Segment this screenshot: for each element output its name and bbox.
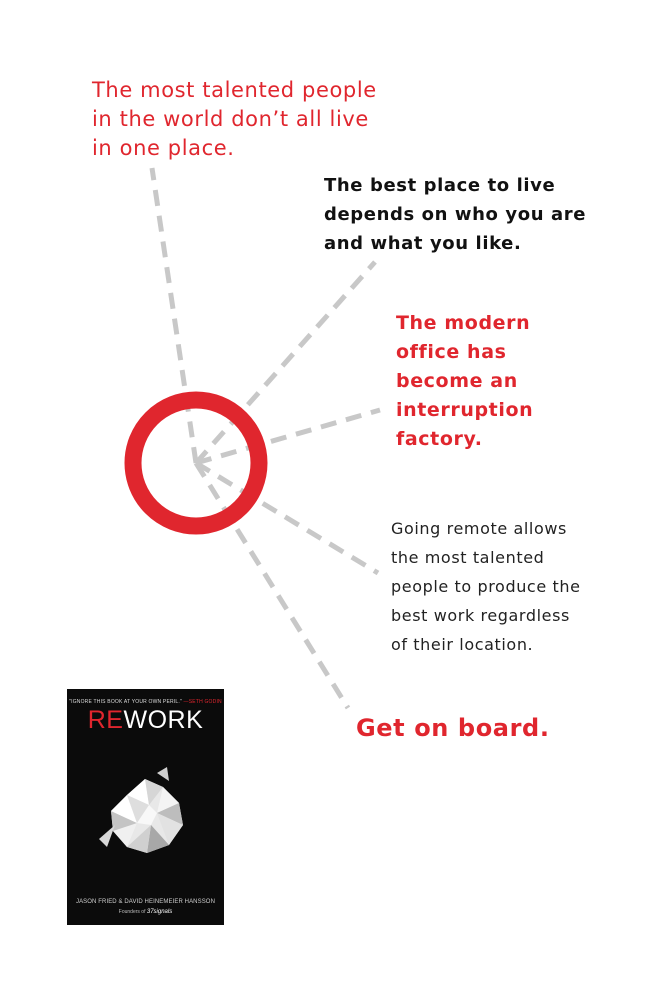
book-founders-line	[67, 909, 224, 915]
ray-to-quote-5	[196, 463, 348, 708]
rework-book-cover	[67, 689, 224, 925]
book-title	[67, 705, 224, 735]
book-tagline-quote: "IGNORE THIS BOOK AT YOUR OWN PERIL."	[69, 699, 182, 705]
book-title-work: WORK	[123, 706, 204, 734]
quote-modern-office: The modern office has become an interruption factory.	[396, 312, 534, 450]
book-brand: 37signals	[146, 909, 173, 915]
book-tagline-author: —SETH GODIN	[183, 699, 222, 705]
crumpled-paper-icon	[97, 765, 197, 865]
book-authors: JASON FRIED & DAVID HEINEMEIER HANSSON	[75, 899, 216, 905]
book-title-re: RE	[87, 706, 124, 734]
quote-talented-people: The most talented people in the world don’t all live in one place.	[92, 78, 377, 160]
quote-going-remote: Going remote allows the most talented people to produce the best work regardless of their location.	[391, 519, 581, 654]
quote-get-on-board: Get on board.	[356, 714, 550, 742]
quote-best-place-to-live: The best place to live depends on who you are and what you like.	[324, 175, 587, 254]
book-founders-prefix: Founders of	[118, 909, 146, 915]
ray-to-quote-2	[196, 262, 375, 463]
ray-to-quote-3	[196, 410, 380, 463]
